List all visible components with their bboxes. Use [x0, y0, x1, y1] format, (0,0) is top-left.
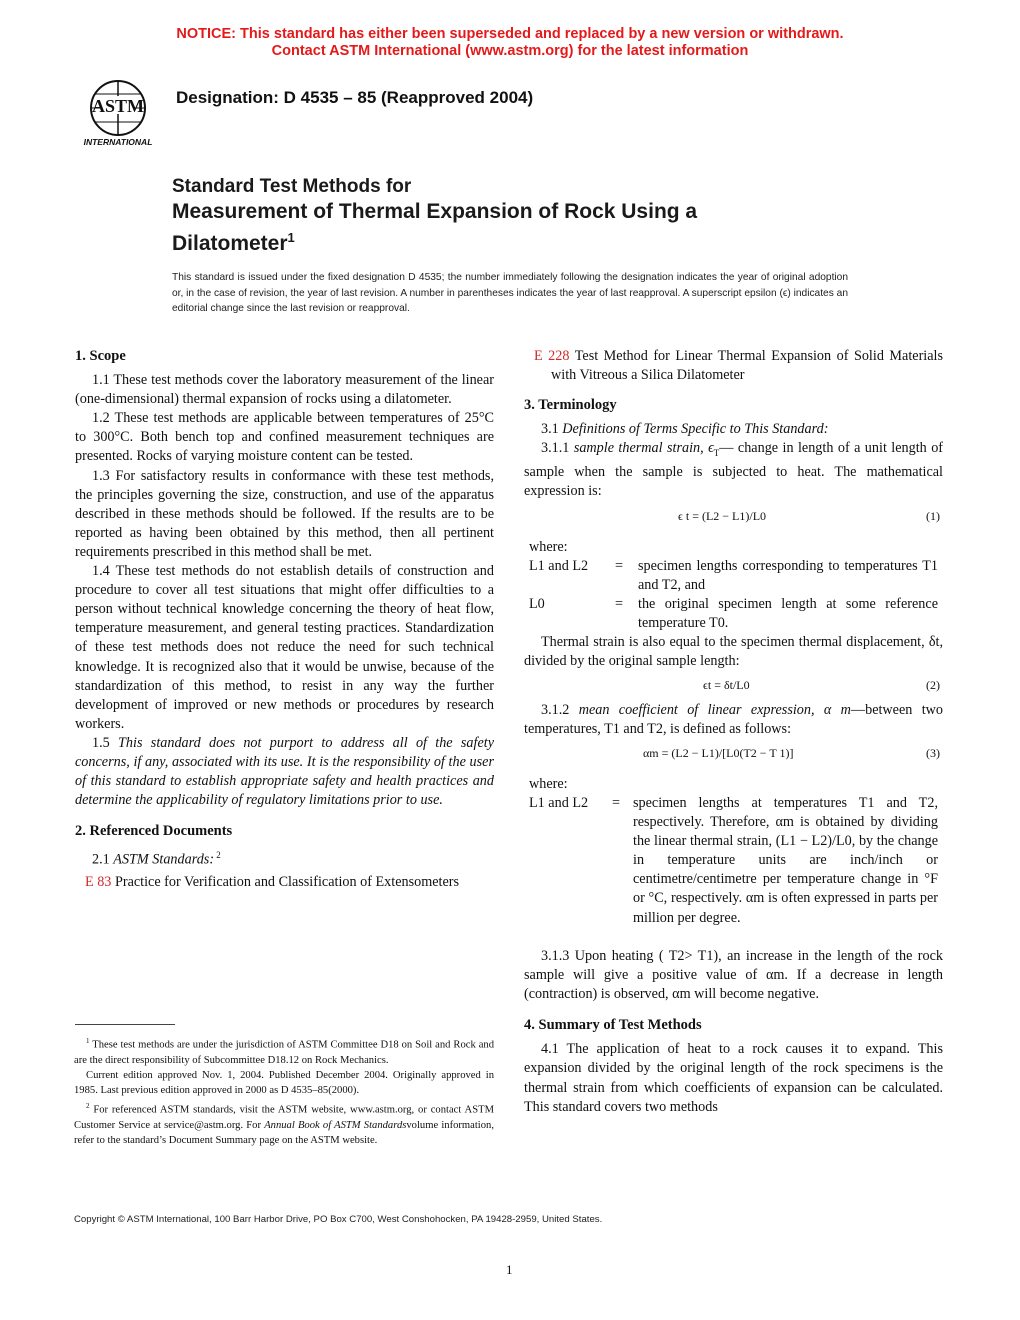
def-2-text: the original specimen length at some reference temperature T0. [638, 596, 938, 632]
title-line-2: Measurement of Thermal Expansion of Rock Using a [172, 200, 698, 223]
def-1-equals: = [615, 558, 624, 574]
def-3-equals: = [612, 795, 621, 811]
astm-logo [74, 78, 162, 148]
left-column [75, 347, 494, 892]
equation-1-number: (1) [926, 509, 940, 523]
para-3-1-2: 3.1.2 mean coefficient of linear expression, α m—between two temperatures, T1 and T2, is defined as follows: [524, 702, 943, 738]
right-column-bottom [524, 947, 943, 1117]
logo-subtext: INTERNATIONAL [83, 137, 153, 147]
para-1-2: 1.2 These test methods are applicable between temperatures of 25°C to 300°C. Both bench top and confined measurement techniques are presented. Rocks of varying moisture content can be tested. [75, 410, 494, 465]
para-4-1: 4.1 The application of heat to a rock causes it to expand. This expansion divided by the original length of the rock specimens is the thermal strain from which coefficients of expansion can be calculated. This standard covers two methods [524, 1041, 943, 1115]
def-3-symbol: L1 and L2 [529, 795, 589, 811]
para-3-1: 3.1 Definitions of Terms Specific to This Standard: [541, 421, 829, 438]
footnote-1-edition: Current edition approved Nov. 1, 2004. Published December 2004. Originally approved in 1985. Last previous edition approved in 2000 as D 4535–85(2000). [74, 1070, 494, 1097]
def-1-text: specimen lengths corresponding to temperatures T1 and T2, and [638, 558, 938, 594]
para-1-1: 1.1 These test methods cover the laboratory measurement of the linear (one-dimensional) thermal expansion of rocks using a dilatometer. [75, 372, 494, 408]
para-3-1-2-block [524, 701, 943, 739]
copyright: Copyright © ASTM International, 100 Barr Harbor Drive, PO Box C700, West Conshohocken, PA 19428-2959, United States. [74, 1214, 603, 1225]
equation-3-number: (3) [926, 746, 940, 760]
where-label-2: where: [529, 776, 568, 792]
equation-2: ϵt = δt/L0 [703, 678, 750, 692]
notice-line-1: NOTICE: This standard has either been superseded and replaced by a new version or withdrawn. [176, 26, 844, 42]
para-3-1-1: 3.1.1 sample thermal strain, $\epsilon_T—$ change in length of a unit length of sample when the sample is subjected to heat. The mathematical expression is: [524, 440, 944, 500]
ref-e83-link[interactable]: E 83 [85, 874, 112, 891]
footnote-2: $^2$ For referenced ASTM standards, visit the ASTM website, www.astm.org, or contact ASTM Customer Service at service@astm.org. For Annual Book of ASTM Standardsvolume information, refer to the standard’s Document Summary page on the ASTM website. [74, 1101, 494, 1146]
thermal-strain-para-block [524, 633, 943, 671]
summary-heading: 4. Summary of Test Methods [524, 1017, 702, 1034]
document-title [172, 175, 697, 257]
ref-e228-link[interactable]: E 228 [534, 348, 570, 364]
def-3-text: specimen lengths at temperatures T1 and T2, respectively. Therefore, αm is obtained by dividing the linear thermal strain, (L1 − L2)/L0, by the change in temperature units are inch/inch or centimetre/centimetre per temperature change in °F or °C, respectively. αm is often expressed in parts per million per degree. [633, 795, 938, 926]
para-1-4: 1.4 These test methods do not establish details of construction and procedure to cover all test situations that might offer difficulties to a person without technical knowledge concerning the theory of heat flow, temperature measurement, and general testing practices. Standardization of these test methods does not reduce the need for such technical knowledge. It is recognized also that it would be unwise, because of the standardization of this method, to resist in any way the further development of improved or new methods or procedures by research workers. [75, 563, 494, 732]
referenced-docs-heading: 2. Referenced Documents [75, 823, 233, 840]
logo-text: ASTM [91, 96, 145, 116]
para-1-5: 1.5 This standard does not purport to address all of the safety concerns, if any, associated with its use. It is the responsibility of the user of this standard to establish appropriate safety and health practices and determine the applicability of regulatory limitations prior to use. [75, 734, 494, 809]
equation-3: αm = (L2 − L1)/[L0(T2 − T 1)] [643, 746, 794, 760]
para-2-1: 2.1 ASTM Standards: $^2$ [92, 850, 221, 869]
footnote-1: $^1$ These test methods are under the jurisdiction of ASTM Committee D18 on Soil and Rock and are the direct responsibility of Subcommittee D18.12 on Rock Mechanics. [74, 1037, 494, 1066]
def-2-symbol: L0 [529, 596, 545, 612]
title-line-3: Dilatometer$^1$ [172, 230, 295, 255]
equation-2-number: (2) [926, 678, 940, 692]
para-3-1-3: 3.1.3 Upon heating ( T2> T1), an increase in the length of the rock sample will give a positive value of αm. If a decrease in length (contraction) is observed, αm will become negative. [524, 948, 943, 1003]
page-number: 1 [506, 1262, 513, 1277]
footnotes [74, 1034, 494, 1148]
para-1-3: 1.3 For satisfactory results in conformance with these test methods, the principles governing the size, construction, and use of the apparatus described in these methods should be followed. If the results are to be reported as having been obtained by this method, then all pertinent requirements prescribed in this method shall be met. [75, 467, 494, 560]
issuance-note: This standard is issued under the fixed designation D 4535; the number immediately following the designation indicates the year of original adoption or, in the case of revision, the year of last revision. A number in parentheses indicates the year of last reapproval. A superscript epsilon (ϵ) indicates an editorial change since the last revision or reapproval. [172, 272, 848, 314]
def-1-symbol: L1 and L2 [529, 558, 589, 574]
right-column-top [524, 347, 943, 501]
title-footnote-mark: 1 [287, 230, 295, 245]
ref-e228: E 228 Test Method for Linear Thermal Expansion of Solid Materials with Vitreous a Silica Dilatometer [534, 348, 943, 384]
where-label-1: where: [529, 539, 568, 555]
title-line-1: Standard Test Methods for [172, 176, 412, 197]
def-2-equals: = [615, 596, 624, 612]
ref-e83: E 83 Practice for Verification and Classification of Extensometers [85, 874, 460, 891]
scope-heading: 1. Scope [75, 348, 126, 364]
terminology-heading: 3. Terminology [524, 397, 617, 414]
notice-banner [0, 26, 1020, 60]
equation-1: ϵ t = (L2 − L1)/L0 [678, 509, 767, 523]
para-thermal-strain: Thermal strain is also equal to the specimen thermal displacement, δt, divided by the original sample length: [524, 634, 943, 670]
footnote-divider [75, 1024, 175, 1025]
designation: Designation: D 4535 – 85 (Reapproved 2004) [176, 88, 534, 107]
notice-line-2: Contact ASTM International (www.astm.org) for the latest information [271, 43, 749, 59]
